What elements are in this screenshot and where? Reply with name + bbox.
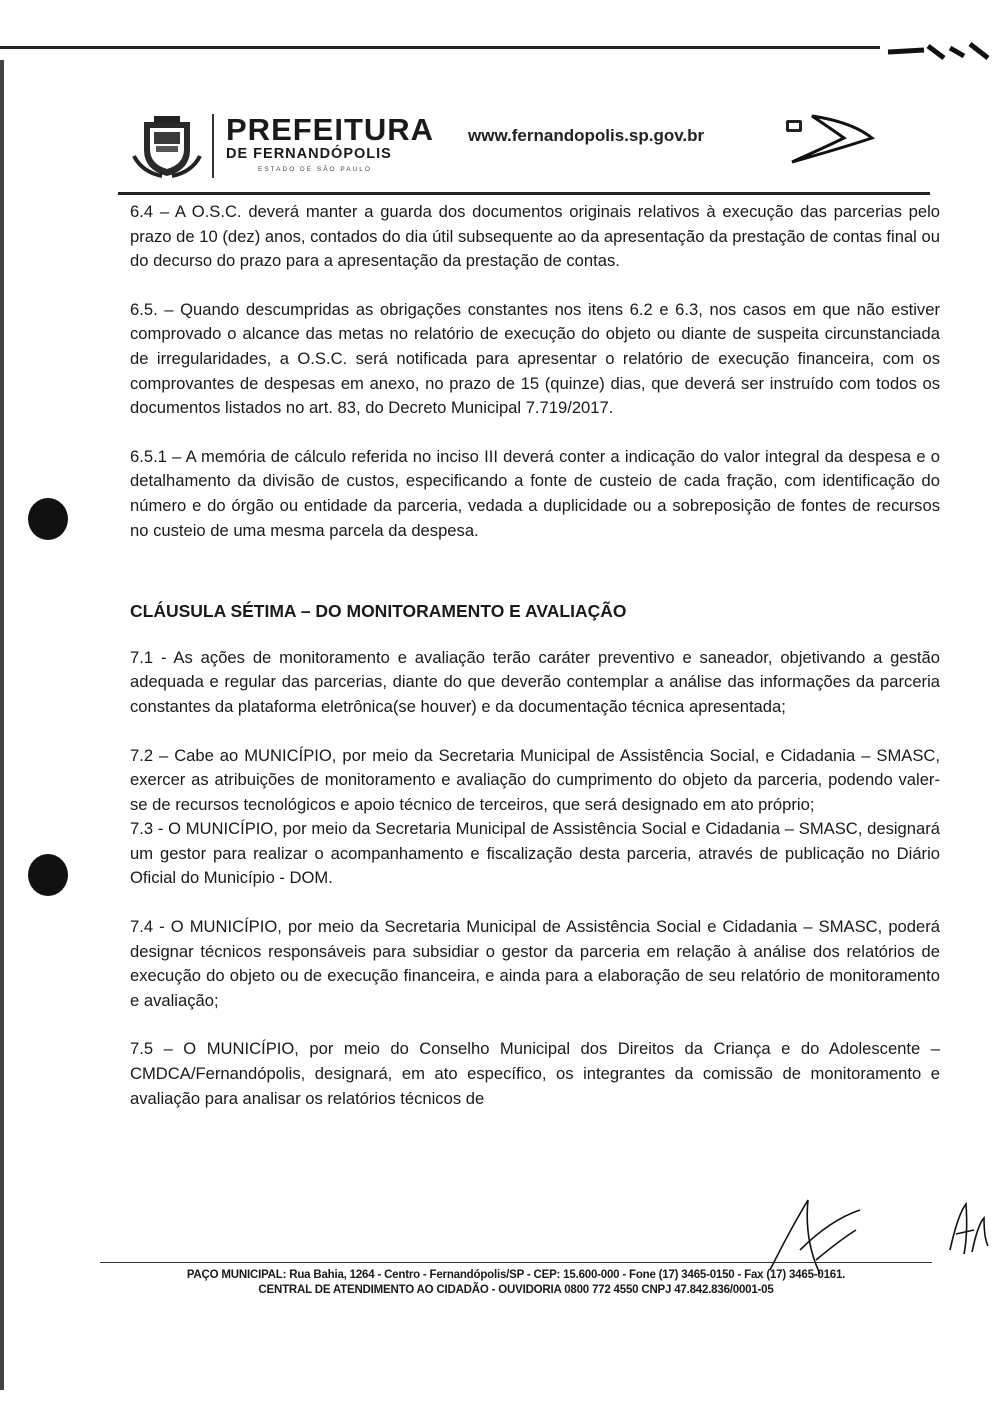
brand-subtitle: DE FERNANDÓPOLIS bbox=[226, 146, 392, 162]
footer-contact: CENTRAL DE ATENDIMENTO AO CIDADÃO - OUVIDORIA 0800 772 4550 CNPJ 47.842.836/0001-05 bbox=[258, 1284, 774, 1296]
paragraph-6-5: 6.5. – Quando descumpridas as obrigações constantes nos itens 6.2 e 6.3, nos casos em que não estiver comprovado o alcance das metas no relatório de execução do objeto ou diante de suspeita circunstanciada de irregularidades, a O.S.C. será notificada para apresentar o relatório de execução financeira, com os comprovantes de despesas em anexo, no prazo de 15 (quinze) dias, que deverá ser instruído com todos os documentos listados no art. 83, do Decreto Municipal 7.719/2017. bbox=[130, 299, 940, 418]
coat-of-arms-icon bbox=[132, 116, 202, 178]
paragraph-7-3: 7.3 - O MUNICÍPIO, por meio da Secretaria Municipal de Assistência Social e Cidadania – SMASC, designará um gestor para realizar o acompanhamento e fiscalização desta parceria, através de publicação no Diário Oficial do Município - DOM. bbox=[130, 819, 940, 888]
brand-title: PREFEITURA bbox=[226, 112, 435, 147]
brand-state: ESTADO DE SÃO PAULO bbox=[258, 166, 372, 173]
footer-rule bbox=[100, 1262, 932, 1263]
paragraph-7-5: 7.5 – O MUNICÍPIO, por meio do Conselho Municipal dos Direitos da Criança e do Adolescente – CMDCA/Fernandópolis, designará, em ato específico, os integrantes da comissão de monitoramento e avaliação para analisar os relatórios técnicos de bbox=[130, 1039, 940, 1108]
header-rule bbox=[118, 192, 930, 195]
paragraph-7-2: 7.2 – Cabe ao MUNICÍPIO, por meio da Secretaria Municipal de Assistência Social, e Cidadania – SMASC, exercer as atribuições de monitoramento e avaliação do cumprimento do objeto da parceria, podendo valer-se de recursos tecnológicos e apoio técnico de terceiros, que será designado em ato próprio; bbox=[130, 745, 940, 814]
letterhead bbox=[132, 108, 892, 188]
paragraph-6-4: 6.4 – A O.S.C. deverá manter a guarda dos documentos originais relativos à execução das parcerias pelo prazo de 10 (dez) anos, contados do dia útil subsequente ao da apresentação da prestação de contas final ou do decurso do prazo para a apresentação da prestação de contas. bbox=[130, 202, 940, 271]
paragraph-6-5-1: 6.5.1 – A memória de cálculo referida no inciso III deverá conter a indicação do valor integral da despesa e o detalhamento da divisão de custos, especificando a fonte de custeio de cada fração, com identificação do número e do órgão ou entidade da parceria, vedada a duplicidade ou a sobreposição de fontes de recursos no custeio de uma mesma parcela da despesa. bbox=[130, 446, 940, 540]
punch-hole bbox=[28, 854, 68, 896]
paragraph-7-4: 7.4 - O MUNICÍPIO, por meio da Secretaria Municipal de Assistência Social e Cidadania – SMASC, poderá designar técnicos responsáveis para subsidiar o gestor da parceria em relação à análise dos relatórios de execução do objeto ou de execução financeira, e ainda para a elaboração de seu relatório de monitoramento e avaliação; bbox=[130, 917, 940, 1010]
letterhead-divider bbox=[212, 114, 214, 178]
punch-hole bbox=[28, 498, 68, 540]
arrow-logo-icon bbox=[782, 108, 882, 168]
document-body bbox=[130, 200, 940, 1111]
paragraph-7-1: 7.1 - As ações de monitoramento e avaliação terão caráter preventivo e saneador, objetivando a gestão adequada e regular das parcerias, diante do que deverão contemplar a análise das informações da parceria constantes da plataforma eletrônica(se houver) e da documentação técnica apresentada; bbox=[130, 647, 940, 716]
initials-signature bbox=[944, 1194, 990, 1264]
scan-corner-mark bbox=[884, 42, 992, 60]
page-footer bbox=[100, 1262, 932, 1296]
scan-top-edge bbox=[0, 46, 880, 49]
footer-address: PAÇO MUNICIPAL: Rua Bahia, 1264 - Centro - Fernandópolis/SP - CEP: 15.600-000 - Fone (17) 3465-0150 - Fax (17) 3465-0161. bbox=[186, 1269, 846, 1281]
section-heading: CLÁUSULA SÉTIMA – DO MONITORAMENTO E AVALIAÇÃO bbox=[130, 601, 627, 622]
website-link: www.fernandopolis.sp.gov.br bbox=[468, 126, 705, 145]
scan-left-edge bbox=[0, 60, 4, 1390]
